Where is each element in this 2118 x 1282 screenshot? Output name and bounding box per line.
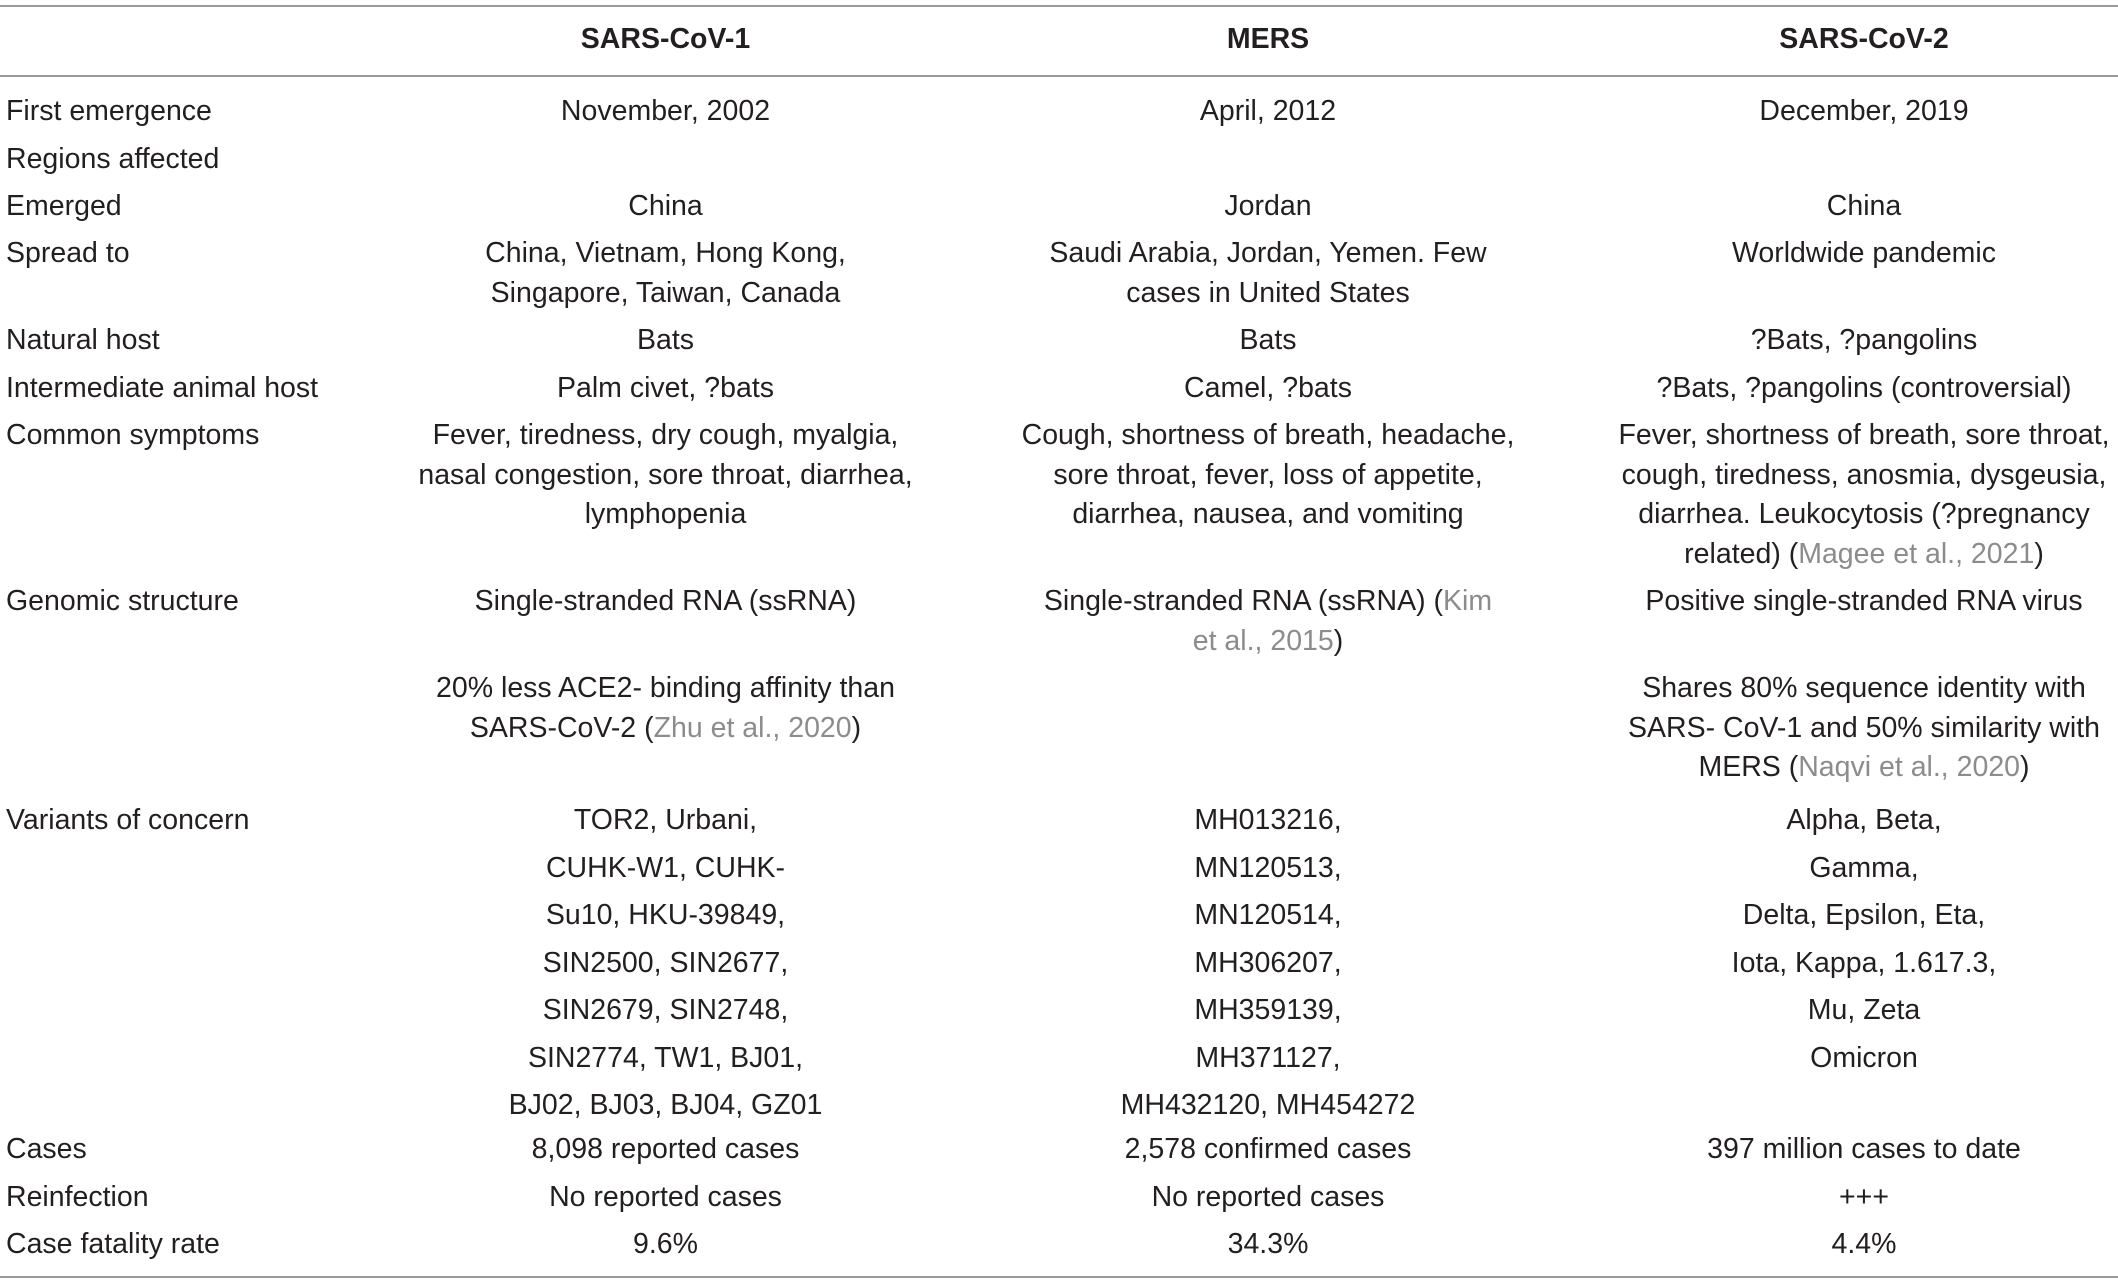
symptoms-text: Fever, shortness of breath, sore throat, cough, tiredness, anosmia, dysgeusia, diarrhea. Leukocytosis (?pregnancy related) ( [1618,419,2110,570]
row-label-reinfection: Reinfection [6,1181,149,1213]
cell-natural-host-sars-cov-1: Bats [636,324,695,356]
row-label-common-symptoms: Common symptoms [6,419,260,451]
cell-cases-sars-cov-1: 8,098 reported cases [531,1133,800,1165]
cell-sequence-identity-sars-cov-2 [1612,669,2116,788]
cell-intermediate-host-mers: Camel, ?bats [1184,372,1352,404]
header-sars-cov-2: SARS-CoV-2 [1779,23,1949,55]
citation-link-zhu[interactable]: Zhu et al., 2020 [653,711,852,744]
citation-link-magee[interactable]: Magee et al., 2021 [1798,537,2035,570]
binding-text: 20% less ACE2- binding affinity than SARS-CoV-2 ( [436,672,895,744]
header-sars-cov-1: SARS-CoV-1 [580,23,751,55]
cell-reinfection-sars-cov-1: No reported cases [549,1181,782,1213]
cell-cases-mers: 2,578 confirmed cases [1124,1133,1412,1165]
binding-tail: ) [851,711,862,744]
cell-reinfection-mers: No reported cases [1151,1181,1385,1213]
citation-link-kim-part2[interactable]: et al., 2015 [1192,624,1334,657]
table-top-rule [0,5,2118,7]
cell-first-emergence-sars-cov-2: December, 2019 [1759,95,1969,127]
identity-text: Shares 80% sequence identity with SARS- CoV-1 and 50% similarity with MERS ( [1627,672,2100,783]
cell-first-emergence-sars-cov-1: November, 2002 [560,95,771,127]
cell-binding-affinity-sars-cov-1 [408,669,923,748]
cell-case-fatality-mers: 34.3% [1227,1228,1309,1260]
row-label-regions-affected: Regions affected [6,143,220,175]
table-bottom-rule [0,1276,2118,1278]
citation-link-kim-part1[interactable]: Kim [1443,585,1493,617]
row-label-variants: Variants of concern [6,804,250,836]
row-label-spread-to: Spread to [6,237,130,269]
cell-variants-sars-cov-2: Alpha, Beta, Gamma, Delta, Epsilon, Eta, Iota, Kappa, 1.617.3, Mu, Zeta Omicron [1731,804,1997,1074]
symptoms-tail: ) [2034,537,2044,570]
cell-case-fatality-sars-cov-2: 4.4% [1831,1228,1897,1260]
identity-tail: ) [2020,751,2030,783]
row-label-case-fatality: Case fatality rate [6,1228,220,1260]
cell-emerged-mers: Jordan [1224,190,1312,222]
cell-common-symptoms-mers: Cough, shortness of breath, headache, sore throat, fever, loss of appetite, diarrhea, nausea, and vomiting [1021,419,1515,530]
cell-genomic-structure-sars-cov-1: Single-stranded RNA (ssRNA) [474,585,857,617]
cell-variants-sars-cov-1: TOR2, Urbani, CUHK-W1, CUHK- Su10, HKU-39849, SIN2500, SIN2677, SIN2679, SIN2748, SIN2774, TW1, BJ01, BJ02, BJ03, BJ04, GZ01 [508,804,823,1121]
row-label-intermediate-host: Intermediate animal host [6,372,319,404]
row-label-first-emergence: First emergence [6,95,212,127]
cell-spread-to-mers: Saudi Arabia, Jordan, Yemen. Few cases in United States [1049,237,1487,309]
cell-spread-to-sars-cov-2: Worldwide pandemic [1731,237,1996,269]
cell-genomic-structure-mers [1012,582,1524,661]
cell-cases-sars-cov-2: 397 million cases to date [1707,1133,2021,1165]
cell-natural-host-mers: Bats [1239,324,1297,356]
header-mers: MERS [1226,23,1310,55]
table-header-rule [0,75,2118,77]
citation-link-naqvi[interactable]: Naqvi et al., 2020 [1798,751,2021,783]
cell-genomic-structure-sars-cov-2: Positive single-stranded RNA virus [1645,585,2083,617]
row-label-emerged: Emerged [6,190,122,222]
cell-common-symptoms-sars-cov-2 [1612,416,2116,574]
row-label-genomic-structure: Genomic structure [6,585,239,617]
cell-first-emergence-mers: April, 2012 [1199,95,1337,127]
cell-natural-host-sars-cov-2: ?Bats, ?pangolins [1750,324,1978,356]
row-label-natural-host: Natural host [6,324,160,356]
genomic-text: Single-stranded RNA (ssRNA) ( [1043,585,1444,617]
cell-emerged-sars-cov-2: China [1826,190,1902,222]
genomic-tail: ) [1333,624,1344,657]
cell-spread-to-sars-cov-1: China, Vietnam, Hong Kong, Singapore, Taiwan, Canada [485,237,846,309]
cell-case-fatality-sars-cov-1: 9.6% [633,1228,698,1260]
cell-emerged-sars-cov-1: China [628,190,703,222]
cell-intermediate-host-sars-cov-2: ?Bats, ?pangolins (controversial) [1656,372,2072,404]
cell-reinfection-sars-cov-2: +++ [1839,1181,1889,1213]
row-label-cases: Cases [6,1133,87,1165]
cell-common-symptoms-sars-cov-1: Fever, tiredness, dry cough, myalgia, nasal congestion, sore throat, diarrhea, lymphopenia [418,419,913,530]
cell-intermediate-host-sars-cov-1: Palm civet, ?bats [556,372,774,404]
cell-variants-mers: MH013216, MN120513, MN120514, MH306207, MH359139, MH371127, MH432120, MH454272 [1120,804,1416,1121]
